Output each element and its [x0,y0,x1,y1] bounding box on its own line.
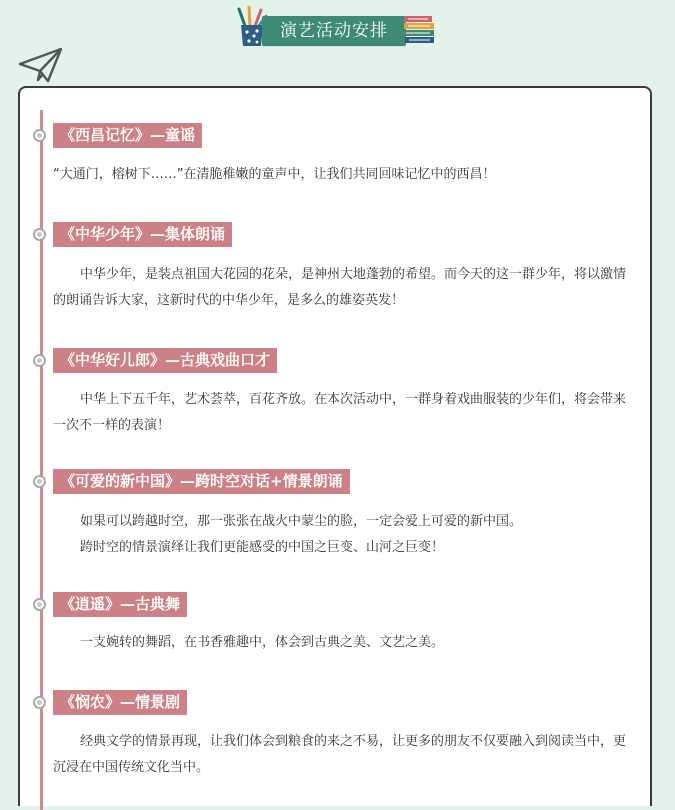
section-paragraph: 经典文学的情景再现，让我们体会到粮食的来之不易，让更多的朋友不仅要融入到阅读当中，更沉浸在中国传统文化当中。 [53,734,627,775]
section-title: 《中华少年》—集体朗诵 [53,222,232,247]
section-title: 《悯农》—情景剧 [53,690,187,715]
section-title: 《西昌记忆》—童谣 [53,123,202,148]
section-title: 《可爱的新中国》—跨时空对话+情景朗诵 [53,469,350,494]
books-icon [402,14,436,46]
section-paragraph: 中华上下五千年，艺术荟萃，百花齐放。在本次活动中，一群身着戏曲服装的少年们，将会带来一次不一样的表演！ [53,392,627,433]
section-paragraph: “大通门，榕树下……”在清脆稚嫩的童声中，让我们共同回味记忆中的西昌！ [53,167,496,182]
timeline-dot-icon [33,696,46,709]
timeline-dot-icon [33,598,46,611]
section-body [53,162,633,188]
section-title: 《中华好儿郎》—古典戏曲口才 [53,348,277,373]
timeline-dot-icon [33,475,46,488]
timeline-dot-icon [33,228,46,241]
section-paragraph: 跨时空的情景演绎让我们更能感受的中国之巨变、山河之巨变！ [80,540,445,555]
timeline-dot-icon [33,129,46,142]
section-body [53,387,633,439]
section-body [53,729,633,781]
section-paragraph: 一支婉转的舞蹈，在书香雅趣中，体会到古典之美、文艺之美。 [80,635,445,650]
section-body [53,509,633,561]
page-title: 演艺活动安排 [262,16,406,46]
header-banner [236,6,436,48]
content-card [18,86,652,806]
section-body [53,630,633,656]
section-title: 《逍遥》—古典舞 [53,592,187,617]
section-body [53,262,633,314]
section-paragraph: 如果可以跨越时空，那一张张在战火中蒙尘的脸，一定会爱上可爱的新中国。 [80,514,523,529]
paper-plane-icon [18,46,64,84]
timeline-dot-icon [33,354,46,367]
section-paragraph: 中华少年，是装点祖国大花园的花朵，是神州大地蓬勃的希望。而今天的这一群少年，将以激情的朗诵告诉大家，这新时代的中华少年，是多么的雄姿英发！ [53,267,627,308]
